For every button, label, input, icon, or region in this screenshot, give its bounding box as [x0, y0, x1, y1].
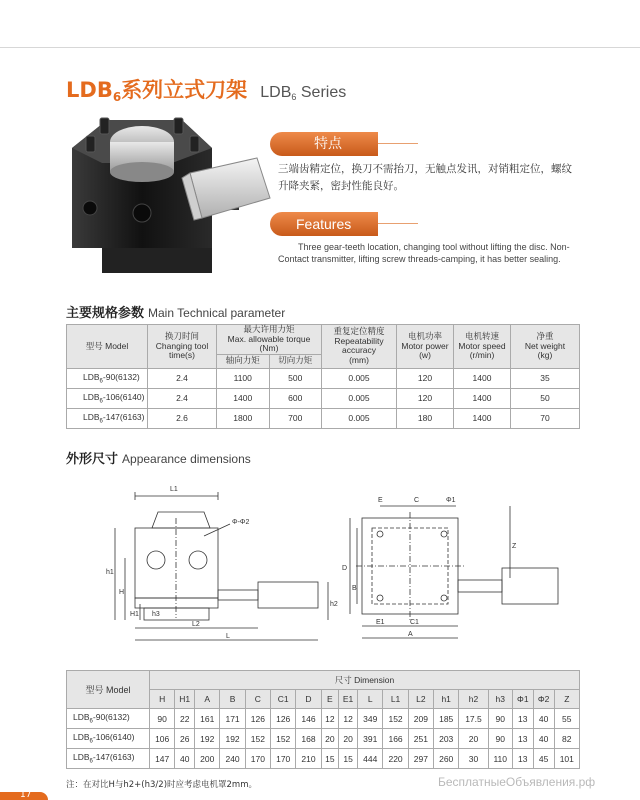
label-h1: h1 — [106, 569, 114, 576]
spec-cell-speed: 1400 — [454, 388, 511, 408]
dim-col-header: h3 — [488, 690, 512, 709]
dim-cell: 126 — [271, 709, 296, 729]
dim-row — [67, 749, 580, 769]
spec-cell-tangential: 700 — [269, 408, 322, 428]
page-title — [66, 74, 346, 104]
spec-section-title: 主要规格参数 Main Technical parameter — [66, 306, 286, 321]
dim-col-header: L1 — [383, 690, 408, 709]
features-en-tab: Features — [270, 212, 378, 236]
spec-row — [67, 388, 580, 408]
label-C1: C1 — [410, 619, 419, 626]
dim-cell: 20 — [459, 729, 488, 749]
dimension-table — [66, 670, 580, 769]
page-number: 17 — [20, 790, 32, 800]
dim-cell: 391 — [358, 729, 383, 749]
dim-col-header: L2 — [408, 690, 433, 709]
col-torque: 最大许用力矩 Max. allowable torque (Nm) — [217, 325, 322, 355]
label-phi2: Φ-Φ2 — [232, 519, 250, 526]
dim-cell: 161 — [195, 709, 220, 729]
dim-cell: 210 — [296, 749, 321, 769]
dim-cell: 171 — [220, 709, 245, 729]
label-C: C — [414, 497, 420, 504]
label-L1: L1 — [170, 486, 178, 493]
spec-cell-power: 120 — [397, 368, 454, 388]
dim-cell: 192 — [195, 729, 220, 749]
spec-cell-axial: 1800 — [217, 408, 270, 428]
dim-cell: 55 — [554, 709, 579, 729]
col-power: 电机功率 Motor power (w) — [397, 325, 454, 369]
dim-cell: 170 — [245, 749, 270, 769]
dim-cell: 168 — [296, 729, 321, 749]
features-en-text: Three gear-teeth location, changing tool without lifting the disc. Non-Contact transmitter, lifting screw threads-camping, it has better sealing. — [278, 242, 570, 264]
dim-cell: 15 — [321, 749, 338, 769]
spec-cell-time: 2.6 — [148, 408, 217, 428]
label-E1: E1 — [376, 619, 385, 626]
dim-section-title: 外形尺寸 Appearance dimensions — [66, 452, 251, 467]
label-E: E — [378, 497, 383, 504]
col-accuracy: 重复定位精度 Repeatability accuracy (mm) — [322, 325, 397, 369]
dim-group-header: 尺寸 Dimension — [150, 671, 580, 690]
dim-cell: 349 — [358, 709, 383, 729]
dim-cell: 90 — [488, 709, 512, 729]
col-speed: 电机转速 Motor speed (r/min) — [454, 325, 511, 369]
spec-cell-model: $LDB_6-147(6163)$ — [67, 408, 148, 428]
spec-cell-accuracy: 0.005 — [322, 388, 397, 408]
dim-col-header: E1 — [339, 690, 358, 709]
title-zh: $LDB_6$系列立式刀架 — [66, 78, 248, 104]
label-H1: H1 — [130, 611, 139, 618]
dim-cell: 444 — [358, 749, 383, 769]
spec-cell-axial: 1100 — [217, 368, 270, 388]
dim-cell-model: $LDB_6-90(6132)$ — [67, 709, 150, 729]
spec-row — [67, 408, 580, 428]
dim-col-header: h1 — [434, 690, 459, 709]
dim-cell: 13 — [512, 749, 533, 769]
dim-cell: 22 — [175, 709, 195, 729]
dim-cell: 13 — [512, 709, 533, 729]
dim-cell: 147 — [150, 749, 175, 769]
dim-cell: 40 — [533, 729, 554, 749]
dim-col-header: D — [296, 690, 321, 709]
dim-cell: 17.5 — [459, 709, 488, 729]
top-view — [342, 497, 558, 638]
col-model: 型号 Model — [67, 325, 148, 369]
page-number-tab — [0, 792, 48, 800]
col-axial: 轴向力矩 — [217, 354, 270, 368]
dim-cell: 260 — [434, 749, 459, 769]
col-tangential: 切向力矩 — [269, 354, 322, 368]
dim-cell: 101 — [554, 749, 579, 769]
dim-col-header: Φ1 — [512, 690, 533, 709]
spec-cell-accuracy: 0.005 — [322, 408, 397, 428]
label-H: H — [119, 589, 125, 596]
spec-cell-model: $LDB_6-90(6132)$ — [67, 368, 148, 388]
dim-col-header: H — [150, 690, 175, 709]
spec-cell-tangential: 600 — [269, 388, 322, 408]
dim-cell: 192 — [220, 729, 245, 749]
dim-cell: 209 — [408, 709, 433, 729]
dim-cell: 170 — [271, 749, 296, 769]
dim-col-header: C1 — [271, 690, 296, 709]
dim-cell: 106 — [150, 729, 175, 749]
spec-cell-power: 180 — [397, 408, 454, 428]
dimension-drawing — [100, 478, 580, 658]
dim-col-header: B — [220, 690, 245, 709]
dim-cell: 20 — [339, 729, 358, 749]
dim-cell: 203 — [434, 729, 459, 749]
front-view — [106, 486, 338, 640]
label-A: A — [408, 631, 413, 638]
spec-cell-axial: 1400 — [217, 388, 270, 408]
dim-col-header: Φ2 — [533, 690, 554, 709]
dim-cell: 152 — [383, 709, 408, 729]
top-divider — [0, 47, 640, 48]
features-zh-text: 三端齿精定位，换刀不需抬刀，无触点发讯，对销粗定位，螺纹升降夹紧，密封性能良好。 — [278, 163, 572, 192]
spec-cell-time: 2.4 — [148, 388, 217, 408]
col-weight: 净重 Net weight (kg) — [511, 325, 580, 369]
spec-cell-time: 2.4 — [148, 368, 217, 388]
dim-cell: 40 — [175, 749, 195, 769]
dim-cell: 220 — [383, 749, 408, 769]
label-D: D — [342, 565, 348, 572]
label-h3: h3 — [152, 611, 160, 618]
dim-cell: 12 — [339, 709, 358, 729]
dim-row — [67, 729, 580, 749]
dim-col-header: H1 — [175, 690, 195, 709]
footnote: 注：在对比H与h2+(h3/2)时应考虑电机罩2mm。 — [66, 780, 257, 790]
dim-cell: 45 — [533, 749, 554, 769]
dim-cell: 166 — [383, 729, 408, 749]
dim-cell: 240 — [220, 749, 245, 769]
watermark: БесплатныеОбъявления.рф — [438, 775, 596, 789]
spec-cell-speed: 1400 — [454, 368, 511, 388]
dim-cell: 90 — [150, 709, 175, 729]
label-phi1: Φ1 — [446, 497, 456, 504]
dim-cell-model: $LDB_6-106(6140)$ — [67, 729, 150, 749]
spec-row — [67, 368, 580, 388]
spec-table — [66, 324, 580, 429]
spec-cell-weight: 70 — [511, 408, 580, 428]
dim-cell: 30 — [459, 749, 488, 769]
dim-col-header: h2 — [459, 690, 488, 709]
dim-cell: 13 — [512, 729, 533, 749]
dim-cell: 126 — [245, 709, 270, 729]
dim-col-header: A — [195, 690, 220, 709]
label-h2: h2 — [330, 601, 338, 608]
col-change-time: 换刀时间 Changing tool time(s) — [148, 325, 217, 369]
spec-cell-weight: 35 — [511, 368, 580, 388]
dim-cell: 146 — [296, 709, 321, 729]
dim-cell: 12 — [321, 709, 338, 729]
dim-col-model: 型号 Model — [67, 671, 150, 709]
dim-cell: 20 — [321, 729, 338, 749]
dim-cell: 251 — [408, 729, 433, 749]
spec-cell-accuracy: 0.005 — [322, 368, 397, 388]
dim-cell: 200 — [195, 749, 220, 769]
dim-cell: 90 — [488, 729, 512, 749]
features-zh-tab: 特点 — [270, 132, 378, 156]
dim-col-header: E — [321, 690, 338, 709]
label-B: B — [352, 585, 357, 592]
spec-cell-tangential: 500 — [269, 368, 322, 388]
label-Z: Z — [512, 543, 517, 550]
dim-row — [67, 709, 580, 729]
dim-cell: 26 — [175, 729, 195, 749]
spec-cell-power: 120 — [397, 388, 454, 408]
dim-cell: 110 — [488, 749, 512, 769]
spec-cell-weight: 50 — [511, 388, 580, 408]
dim-cell: 185 — [434, 709, 459, 729]
dim-col-header: L — [358, 690, 383, 709]
label-L2: L2 — [192, 621, 200, 628]
dim-col-header: C — [245, 690, 270, 709]
tool-post-photo — [62, 108, 272, 278]
dim-cell: 82 — [554, 729, 579, 749]
dim-cell: 152 — [271, 729, 296, 749]
label-L: L — [226, 633, 230, 640]
title-en: $LDB_6$ Series — [260, 84, 347, 102]
dim-cell: 40 — [533, 709, 554, 729]
dim-cell-model: $LDB_6-147(6163)$ — [67, 749, 150, 769]
dim-col-header: Z — [554, 690, 579, 709]
dim-cell: 15 — [339, 749, 358, 769]
spec-cell-model: $LDB_6-106(6140)$ — [67, 388, 148, 408]
dim-cell: 297 — [408, 749, 433, 769]
dim-cell: 152 — [245, 729, 270, 749]
spec-cell-speed: 1400 — [454, 408, 511, 428]
